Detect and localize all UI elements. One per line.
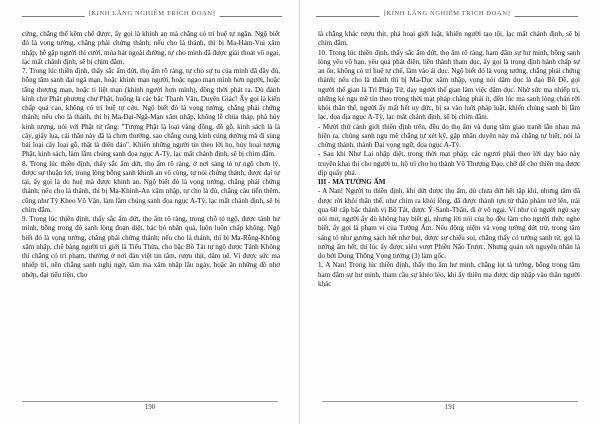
running-header bbox=[22, 10, 282, 24]
page-footer bbox=[300, 396, 600, 414]
footer-rule bbox=[322, 401, 578, 402]
running-header bbox=[316, 10, 578, 24]
paragraph: 1. A Nan! Trong lúc thiền định, thấy thọ ấm hư minh, chẳng lọt tà tưởng, bỗng trong tâm ham đắm sự hư minh, tham cầu sự khéo léo, khi ấy thiên ma được dịp nhập vào thân người khác bbox=[318, 261, 580, 288]
paragraph: cứng, chẳng thể kềm chế được, ấy gọi là khinh an mà chẳng có trí huệ tự ngăn. Ngộ biết đó là vọng tưởng, chẳng phải chứng thánh; nếu cho là thánh, thì bị Ma-Hám-Vui xâm nhập, hễ gặp người thì cười, múa hát ngoài đường, tự cho mình đã được giải thoát vô ngại, lạc mất chánh định, sẽ bị chìm đắm. bbox=[22, 30, 280, 66]
paragraph: - Sau khi Như Lai nhập diệt, trong thời mạt pháp, các ngươi phải theo lời dạy bảo này truyền khai thị cho người tu, hộ trì cho họ thành Vô Thượng Đạo, chớ để cho thiên ma được dịp quấy phá. bbox=[318, 150, 580, 177]
page-body bbox=[22, 30, 280, 280]
page-footer bbox=[0, 396, 300, 414]
header-title: [KINH LĂNG NGHIÊM TRÍCH ĐOẠN] bbox=[380, 10, 515, 17]
paragraph: 10. Trong lúc thiền định, thấy sắc ấm dứt, thọ ấm rõ ràng, ham đắm sự hư minh, bỗng sanh lòng yêu vô hạn, yêu quá phát điên, liền thành tham dục, ấy gọi là trong định hành chấp sự an ổn, không có trí huệ tự chế, lầm vào ái dục. Ngộ biết đó là vọng tưởng, chẳng phải chứng thánh; nếu cho là thánh thì bị Ma-Dục xâm nhập, vọng nói dâm dục là đạo Bồ Đề, gọi người thế gian là Trì Pháp Tử, dạy người thế gian làm việc dâm dục. Nhờ sức ma nhiếp trì, những kẻ ngu mê tin theo trong thời mạt pháp chẳng phải ít, đến lúc ma sanh lòng chán rời khỏi thân thể, người ấy mất hết uy đức, bị sa vào luới pháp luật, khiến chúng sanh bị lầm lạc, đọa địa ngục A-Tỳ, lạc mất chánh định, sẽ bị chìm đắm. bbox=[318, 48, 580, 122]
footer-rule bbox=[22, 401, 278, 402]
right-page bbox=[300, 0, 600, 424]
paragraph: - Mười thứ cảnh giới thiền định trên, đều do thọ ấm và dụng tâm giao tranh lẫn nhau mà hiện ra, chúng sanh ngu mê chẳng tự xét kỹ, gặp nhân duyên này mà chẳng tự biết, nói là chứng thánh, thành Đại vọng ngữ, đọa ngục A-Tỳ. bbox=[318, 122, 580, 149]
page-number: 190 bbox=[140, 403, 161, 411]
paragraph: 9. Trong lúc thiền định, thấy sắc ấm dứt, thọ ấm rõ ràng, trong chỗ tỏ ngộ, được tánh hư minh, bỗng trong đó sanh lòng đoạn diệt, bác bỏ nhân quả, luôn luôn chấp không. Ngộ biết đó là vọng tưởng, chẳng phải chứng thánh; nếu cho là thánh, thì bị Ma-Rỗng-Không xâm nhập, chê bàng người trì giới là Tiểu Thừa, cho bậc Bồ Tát tự ngộ được Tánh Không thì chẳng có trì phạm, thường ở nơi đàn việt tin tâm, rượu thịt, dâm uế. Vì được sức ma nhiếp trì, nên chẳng sanh nghi ngờ, tâm ma xâm nhập lâu ngày, hoặc ăn những đồ nhơ nhớp, đại tiểu tiện, cho bbox=[22, 215, 280, 279]
paragraph: là chẳng khác rượu thịt, phá hoại giới luật, khiến người tạo tội, lạc mất chánh định, sẽ bị chìm đắm. bbox=[318, 30, 580, 48]
paragraph: 8. Trong lúc thiền định, thấy sắc ấm dứt, thọ ấm rõ ràng, ở nơi sáng tỏ tự ngộ chơn lý, được sự thuận lợi, trong lòng bỗng sanh khinh an vô cùng, tự nói chứng thánh, được đại tự tại, ấy gọi là do huệ mà được khinh an. Ngộ biết đó là vọng tưởng, chẳng phải chứng thánh; nếu cho là thánh, thì bị Ma-Khinh-An xâm nhập, tự cho là đủ, chẳng cầu tiến thêm, cũng như Tỳ Kheo Vô Văn, làm lầm chúng sanh đọa ngục A-Tỳ, lạc mất chánh định, sẽ bị chìm đắm. bbox=[22, 159, 280, 214]
page-number: 191 bbox=[440, 403, 461, 411]
paragraph: 7. Trong lúc thiền định, thấy sắc ấm dứt, thọ ấm rõ ràng, tự cho sự tu của mình đã đầy đủ, bỗng tâm sanh đại ngã mạn, hoặc khinh mạn người, hoặc ngạo mạn mình hơn người, hoặc tăng thượng mạn, hoặc ti liệt mạn (khinh người hơn mình), đồng thời phát ra. Dù đảnh kính chư Phật phương chư Phật, huống là các bậc Thanh Văn, Duyên Giác! Ấy gọi là kiến chấp quá cao, không có trí huệ tự cứu. Ngộ biết đó là vọng tưởng, chẳng phải chứng thánh; nếu cho là thánh, thì bị Ma-Đại-Ngã-Mạn xâm nhập, không lễ chùa tháp, phá hủy kinh tượng, nói với Phật tử rằng: "Tượng Phật là loại vàng đồng, đồ gỗ, kinh sách là lá cây, giấy lụa, cái thân này đã là chơn thường, sao chẳng cung kính cúng dường mà đi sùng bái loại cây loại gỗ, thật là điên đảo". Khiến những người tin theo lời họ, hủy hoại tượng Phật, kinh sách, làm lầm chúng sanh đọa ngục A-Tỳ, lạc mất chánh định, sẽ bị chìm đắm. bbox=[22, 67, 280, 159]
header-title: [KINH LĂNG NGHIÊM TRÍCH ĐOẠN] bbox=[85, 10, 220, 17]
paragraph: - A Nan! Người tu thiền định, khi dứt được thọ ấm, dù chưa dứt hết tập khí, nhưng tâm đã được rời khỏi thân thể, như chim ra khỏi lồng, đã được thành tựu từ thân phàm trở lên, trải qua 60 cấp bậc thánh vị Bồ Tát, được Ý-Sanh-Thân, đi ở vô ngại. Ví như có người ngủ say nói mơ, người ấy dù không hay biết gì, nhưng lời nói của họ đều làm cho người thức nghe biết, ấy gọi là phạm vi của Tưởng Ấm. Nếu động niệm và vọng tưởng dứt trừ, trong tâm sáng tỏ như gương sạch hết nhơ bụi, được sự chiếu soi, chẳng thấy có tướng sanh tử, gọi là tưởng ấm hết, thì lúc ấy được siêu vượt Phiền Não Trược. Nhưng quán xét nguyên nhân là do bởi Dung Thông Vọng tưởng (3) làm gốc. bbox=[318, 187, 580, 260]
section-heading: III - MA TƯỞNG ẤM bbox=[318, 178, 386, 186]
page-body bbox=[318, 30, 580, 289]
